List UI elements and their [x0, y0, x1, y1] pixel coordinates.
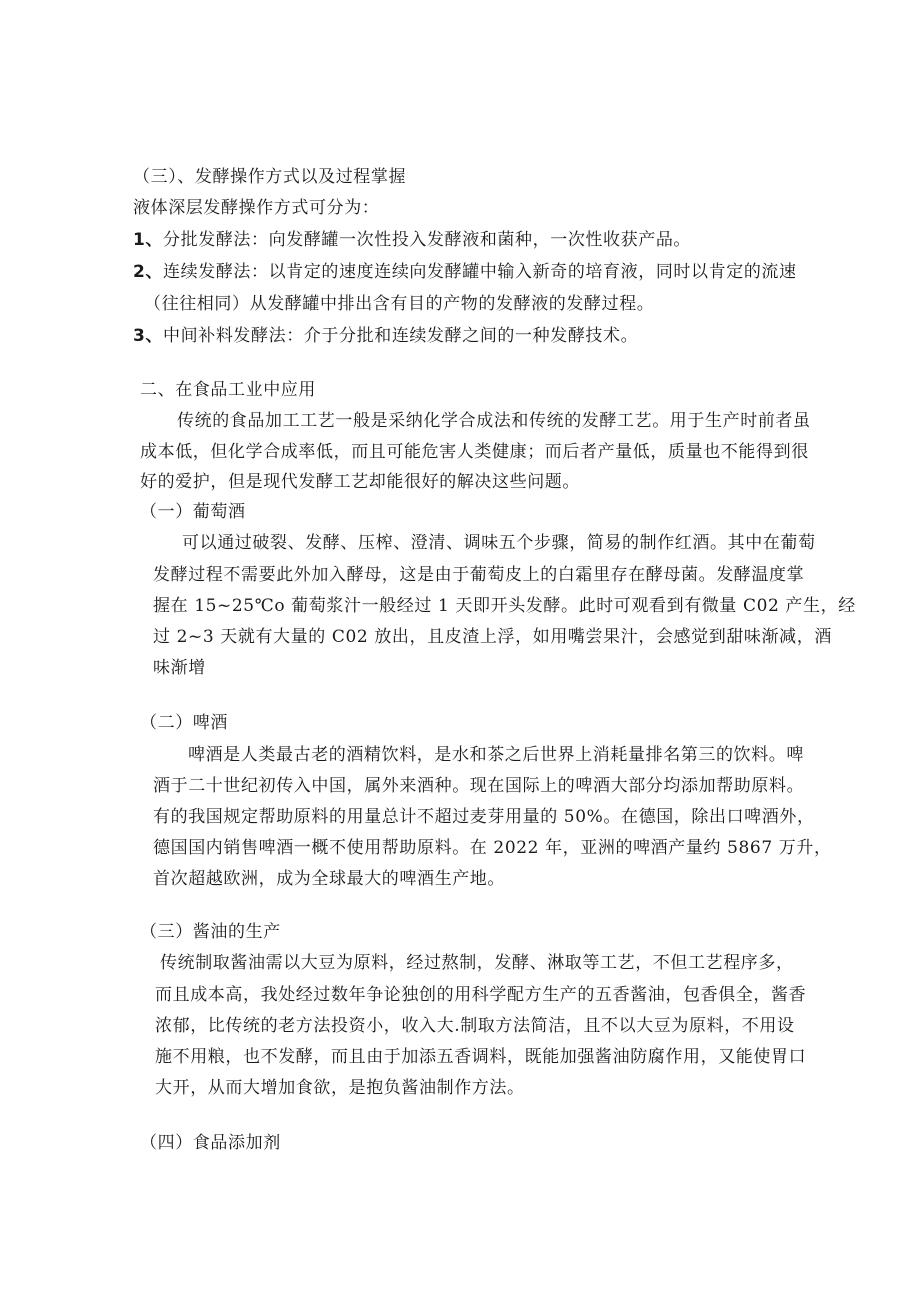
paragraph-line: 过 2~3 天就有大量的 C02 放出，且皮渣上浮，如用嘴尝果汁，会感觉到甜味渐减，酒 [153, 627, 832, 647]
method-text: （往往相同）从发酵罐中排出含有目的产物的发酵液的发酵过程。 [144, 294, 655, 314]
method-item-3 [133, 324, 638, 348]
paragraph-line: 酒于二十世纪初传入中国，属外来酒种。现在国际上的啤酒大部分均添加帮助原料。 [153, 776, 805, 796]
method-number: 2、 [133, 262, 164, 282]
paragraph-line: 啤酒是人类最古老的酒精饮料，是水和茶之后世界上消耗量排名第三的饮料。啤 [188, 745, 804, 765]
method-item-1 [133, 228, 691, 252]
method-number: 1、 [133, 230, 164, 250]
subsection-heading-wine: （一）葡萄酒 [140, 502, 246, 522]
paragraph-line: 握在 15~25℃o 葡萄浆汁一般经过 1 天即开头发酵。此时可观看到有微量 C02 产生，经 [153, 596, 856, 616]
paragraph-line: 首次超越欧洲，成为全球最大的啤酒生产地。 [153, 869, 505, 889]
subsection-heading-beer: （二）啤酒 [140, 713, 228, 733]
paragraph-line: 成本低，但化学合成率低，而且可能危害人类健康；而后者产量低，质量也不能得到很 [140, 442, 809, 462]
method-item-2-continued [144, 292, 654, 316]
paragraph-line: 而且成本高，我处经过数年争论独创的用科学配方生产的五香酱油，包香俱全，酱香 [155, 985, 807, 1005]
section-heading-fermentation-methods: （三）、发酵操作方式以及过程掌握 [133, 167, 407, 187]
paragraph-line: 好的爱护，但是现代发酵工艺却能很好的解决这些问题。 [140, 472, 580, 492]
method-item-2 [133, 260, 797, 284]
paragraph-line: 浓郁，比传统的老方法投资小，收入大.制取方法简洁，且不以大豆为原料，不用设 [155, 1016, 795, 1036]
subsection-heading-food-additives: （四）食品添加剂 [140, 1133, 281, 1153]
section-heading-food-industry: 二、在食品工业中应用 [140, 380, 316, 400]
method-text: 中间补料发酵法：介于分批和连续发酵之间的一种发酵技术。 [163, 326, 639, 346]
subsection-heading-soy-sauce: （三）酱油的生产 [140, 922, 281, 942]
liquid-fermentation-intro: 液体深层发酵操作方式可分为： [133, 198, 380, 218]
paragraph-line: 有的我国规定帮助原料的用量总计不超过麦芽用量的 50%。在德国，除出口啤酒外， [153, 807, 815, 827]
method-text: 连续发酵法：以肯定的速度连续向发酵罐中输入新奇的培育液，同时以肯定的流速 [163, 262, 797, 282]
paragraph-line: 传统制取酱油需以大豆为原料，经过熬制，发酵、淋取等工艺，不但工艺程序多， [160, 953, 794, 973]
paragraph-line: 味渐增 [153, 658, 206, 678]
method-text: 分批发酵法：向发酵罐一次性投入发酵液和菌种，一次性收获产品。 [163, 230, 692, 250]
paragraph-line: 可以通过破裂、发酵、压榨、澄清、调味五个步骤，简易的制作红酒。其中在葡萄 [182, 533, 816, 553]
paragraph-line: 大开，从而大增加食欲，是抱负酱油制作方法。 [155, 1078, 525, 1098]
paragraph-line: 施不用粮，也不发酵，而且由于加添五香调料，既能加强酱油防腐作用，又能使胃口 [155, 1047, 807, 1067]
paragraph-line: 德国国内销售啤酒一概不使用帮助原料。在 2022 年，亚洲的啤酒产量约 5867 万升， [153, 838, 832, 858]
paragraph-line: 发酵过程不需要此外加入酵母，这是由于葡萄皮上的白霜里存在酵母菌。发酵温度掌 [153, 565, 805, 585]
paragraph-line: 传统的食品加工工艺一般是采纳化学合成法和传统的发酵工艺。用于生产时前者虽 [177, 411, 811, 431]
method-number: 3、 [133, 326, 164, 346]
